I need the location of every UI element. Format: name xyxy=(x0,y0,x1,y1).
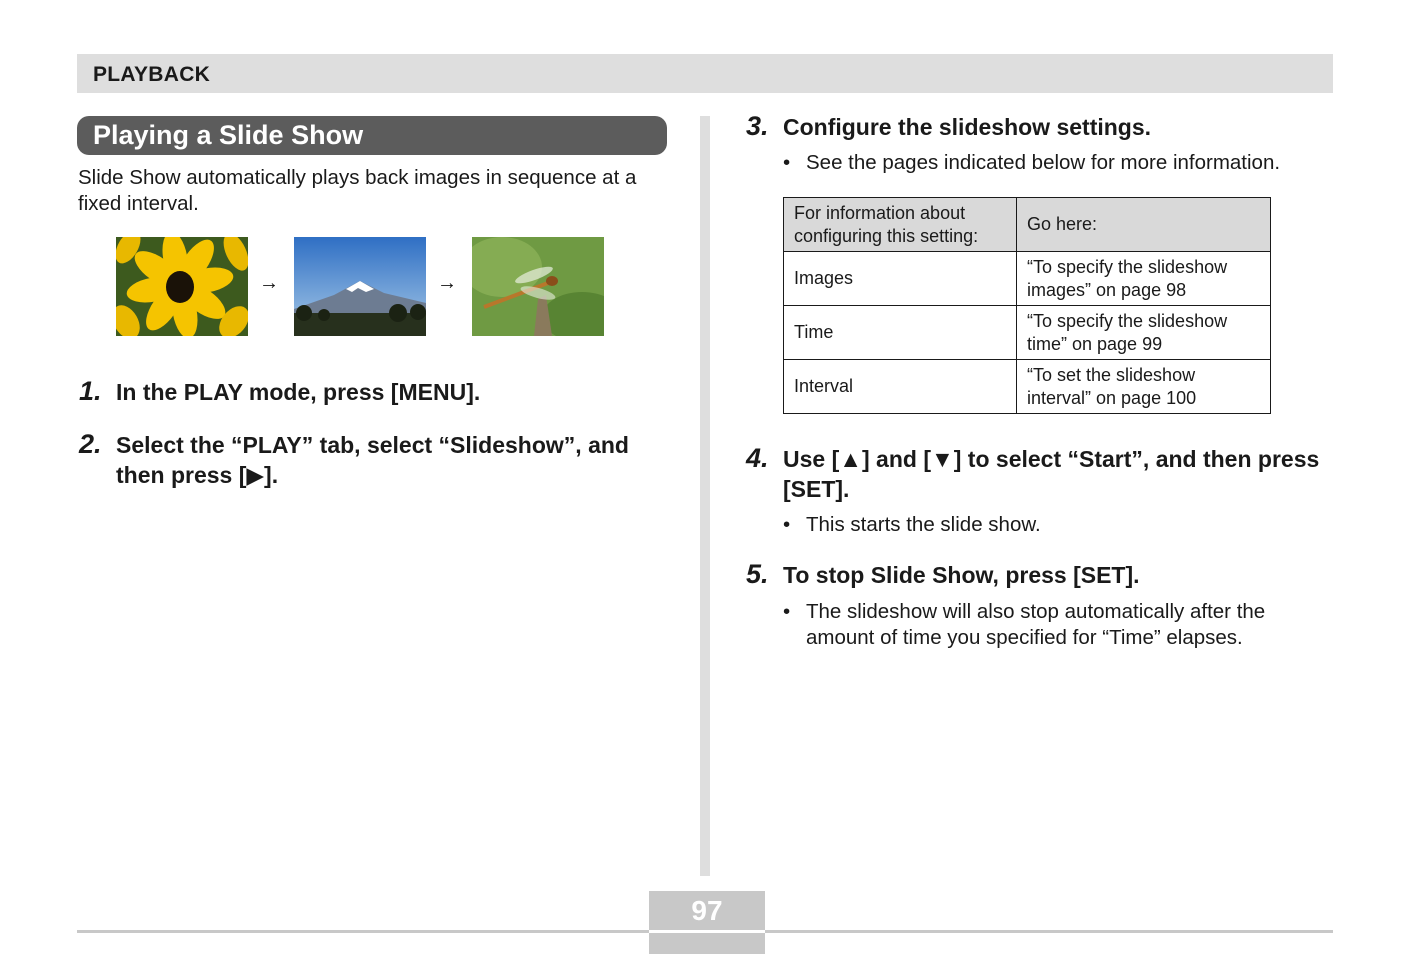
page-number-box xyxy=(649,891,765,954)
page-box-separator xyxy=(649,930,765,933)
table-row xyxy=(784,360,1271,414)
step-text: Use [▲] and [▼] to select “Start”, and then press [SET]. xyxy=(783,446,1320,502)
step-text: Select the “PLAY” tab, select “Slideshow”, and then press [▶]. xyxy=(116,432,629,488)
step-number: 3. xyxy=(746,111,769,141)
table-cell-setting: Interval xyxy=(784,360,1017,414)
bullet-text: This starts the slide show. xyxy=(806,513,1041,536)
step-number: 4. xyxy=(746,443,769,473)
table-cell-setting: Images xyxy=(784,252,1017,306)
sunflower-image xyxy=(116,237,248,336)
step-number: 5. xyxy=(746,559,769,589)
table-cell-setting: Time xyxy=(784,306,1017,360)
heading-text: Playing a Slide Show xyxy=(93,120,364,150)
table-cell-reference: “To specify the slideshow time” on page 99 xyxy=(1017,306,1271,360)
section-header-bar xyxy=(77,54,1333,93)
table-header-row xyxy=(784,198,1271,252)
section-title: PLAYBACK xyxy=(93,63,211,86)
table-row xyxy=(784,252,1271,306)
table-row xyxy=(784,306,1271,360)
table-header-cell: For information about configuring this setting: xyxy=(784,198,1017,252)
sequence-arrow: → xyxy=(259,272,279,294)
table-cell-reference: “To specify the slideshow images” on page 98 xyxy=(1017,252,1271,306)
bullet-dot: • xyxy=(783,600,791,623)
step-text: To stop Slide Show, press [SET]. xyxy=(783,562,1140,588)
step-number: 2. xyxy=(79,429,102,459)
table-cell-reference: “To set the slideshow interval” on page 100 xyxy=(1017,360,1271,414)
bullet-dot: • xyxy=(783,151,791,174)
intro-paragraph: Slide Show automatically plays back images in sequence at a fixed interval. xyxy=(78,166,637,215)
sequence-arrow: → xyxy=(437,272,457,294)
column-divider xyxy=(700,116,710,876)
table-header-cell: Go here: xyxy=(1017,198,1271,252)
bullet-text: See the pages indicated below for more information. xyxy=(806,151,1281,174)
step-text: In the PLAY mode, press [MENU]. xyxy=(116,379,481,405)
section-heading xyxy=(77,116,667,155)
mountain-image xyxy=(294,237,426,336)
step-text: Configure the slideshow settings. xyxy=(783,114,1152,140)
bullet-text: The slideshow will also stop automatically after the amount of time you specified for “Time” elapses. xyxy=(806,600,1266,649)
settings-reference-table xyxy=(783,197,1271,414)
page-number: 97 xyxy=(691,895,723,926)
dragonfly-image xyxy=(472,237,604,336)
bullet-dot: • xyxy=(783,513,791,536)
step-number: 1. xyxy=(79,376,102,406)
